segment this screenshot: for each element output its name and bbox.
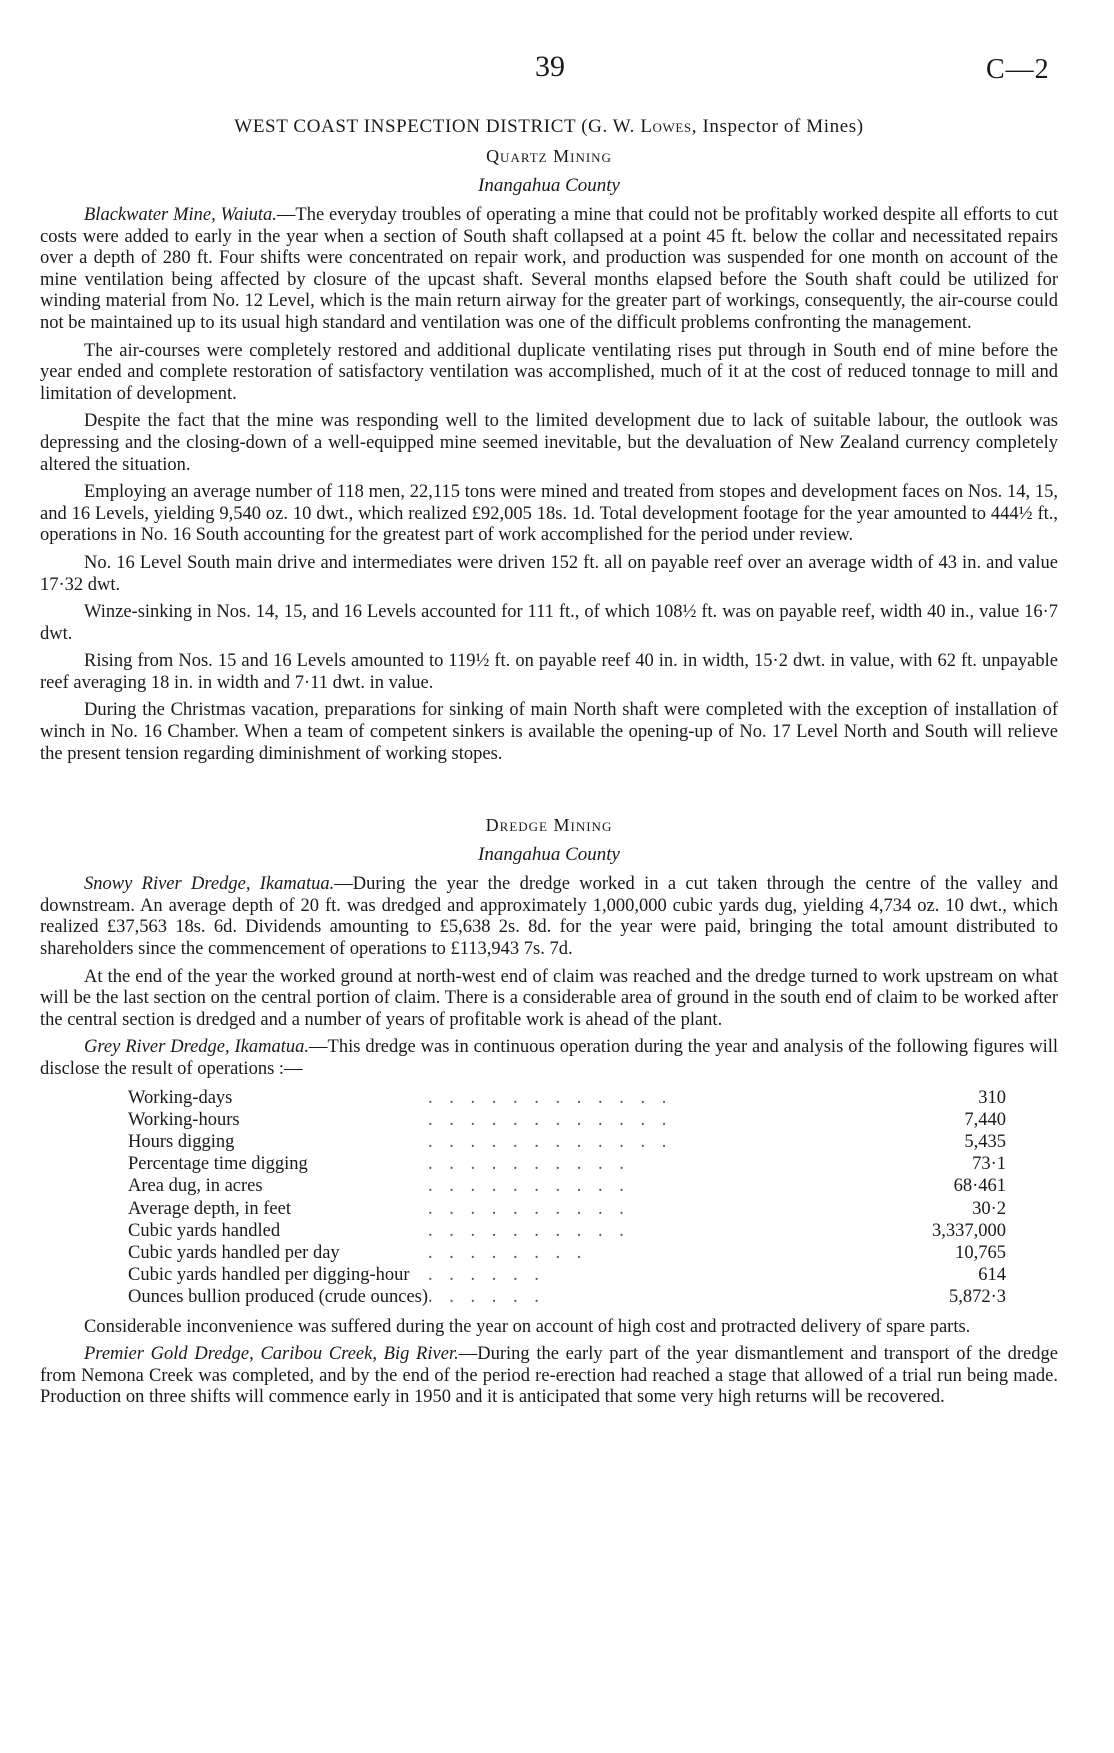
table-row [128,1153,1006,1175]
dredge-mining-heading: Dredge Mining [485,815,613,836]
page-code: C—2 [986,54,1050,85]
ops-value: 73·1 [972,1154,1007,1175]
premier-paragraph [40,1344,1058,1409]
ops-label: Hours digging [128,1132,235,1152]
ops-value: 310 [978,1087,1007,1108]
ops-leader-dots: . . . . . . . . . . [428,1154,630,1175]
ops-leader-dots: . . . . . . . . . . [428,1176,630,1197]
table-row [128,1198,1006,1220]
ops-leader-dots: . . . . . . [428,1265,545,1286]
quartz-paragraph: During the Christmas vacation, preparations for sinking of main North shaft were completed with the exception of installation of winch in No. 16 Chamber. When a team of competent sinkers is available the opening-up of No. 17 Level North and South will relieve the present tension regarding diminishment of working stopes. [40,700,1058,764]
quartz-paragraph: The air-courses were completely restored and additional duplicate ventilating rises put through in South end of mine before the year ended and complete restoration of satisfactory ventilation was accomplished, much of it at the cost of reduced tonnage to mill and limitation of development. [40,340,1058,404]
ops-label: Cubic yards handled per digging-hour [128,1265,410,1286]
ops-value: 30·2 [972,1198,1007,1219]
ops-value: 10,765 [955,1243,1007,1264]
snowy-river-lead: Snowy River Dredge, Ikamatua. [84,874,335,895]
snowy-river-text: —During the year the dredge worked in a cut taken through the centre of the valley and downstream. An average depth of 20 ft. was dredged and approximately 1,000,000 cubic yards dug, yielding 4,734 oz. 10 dwt., which realized £37,563 18s. 6d. Dividends amounting to £5,638 2s. 8d. for the year were paid, bringing the total amount distributed to shareholders since the commencement of operations to £113,943 7s. 7d. [40,874,1058,960]
table-row [128,1087,1006,1109]
blackwater-paragraph [40,205,1058,335]
ops-value: 5,435 [964,1132,1007,1152]
table-row [128,1242,1006,1264]
premier-text: —During the early part of the year dismantlement and transport of the dredge from Nemona Creek was completed, and by the end of the period re-erection had reached a stage that allowed of a trial run being made. Production on three shifts will commence early in 1950 and it is anticipated that some very high returns will be recovered. [40,1344,1058,1408]
quartz-paragraph: Rising from Nos. 15 and 16 Levels amounted to 119½ ft. on payable reef 40 in. in width, 15·2 dwt. in value, with 62 ft. unpayable reef averaging 18 in. in width and 7·11 dwt. in value. [40,651,1058,693]
ops-label: Working-hours [128,1109,240,1130]
snowy-river-paragraph [40,874,1058,960]
quartz-paragraph: Despite the fact that the mine was responding well to the limited development due to lack of suitable labour, the outlook was depressing and the closing-down of a well-equipped mine seemed inevitable, but the devaluation of New Zealand currency completely altered the situation. [40,411,1058,475]
district-heading [40,116,1058,138]
table-row [128,1220,1006,1242]
table-row [128,1175,1006,1197]
premier-lead: Premier Gold Dredge, Caribou Creek, Big River. [84,1344,459,1365]
table-row [128,1131,1006,1153]
grey-river-text: —This dredge was in continuous operation during the year and analysis of the following figures will disclose the result of operations :— [40,1037,1058,1079]
district-heading-suffix: , Inspector of Mines) [691,116,864,137]
ops-label: Cubic yards handled per day [128,1243,340,1264]
page-content [40,116,1058,1415]
snowy-river-followup: At the end of the year the worked ground at north-west end of claim was reached and the dredge turned to work upstream on what will be the last section on the central portion of claim. There is a considerable area of ground in the south end of claim to be worked after the central section is dredged and a number of years of profitable work is ahead of the plant. [40,966,1058,1030]
inspector-name: Lowes [640,116,692,137]
ops-leader-dots: . . . . . . . . . . [428,1220,630,1241]
grey-river-paragraph [40,1037,1058,1080]
section-gap [40,771,1058,813]
ops-leader-dots: . . . . . . . . . . [428,1198,630,1219]
blackwater-lead: Blackwater Mine, Waiuta. [84,205,277,225]
quartz-paragraph: No. 16 Level South main drive and intermediates were driven 152 ft. all on payable reef over an average width of 43 in. and value 17·32 dwt. [40,552,1058,595]
ops-value: 7,440 [964,1109,1007,1130]
table-row [128,1286,1006,1308]
ops-label: Working-days [128,1087,233,1108]
table-row [128,1264,1006,1286]
ops-label: Ounces bullion produced (crude ounces) [128,1287,429,1308]
ops-value: 68·461 [953,1176,1007,1197]
blackwater-text: —The everyday troubles of operating a mine that could not be profitably worked despite all efforts to cut costs were added to early in the year when a section of South shaft collapsed at a point 45 ft. below the collar and necessitated repairs over a depth of 280 ft. Four shifts were concentrated on repair work, and production was suspended for one month on account of the mine ventilation being affected by closure of the upcast shaft. Several months elapsed before the South shaft could be utilized for winding material from No. 12 Level, which is the main return airway for the greater part of workings, consequently, the air-course could not be maintained up to its usual high standard and ventilation was one of the difficult problems confronting the management. [40,205,1059,333]
ops-leader-dots: . . . . . . . . [428,1243,588,1264]
table-row [128,1109,1006,1131]
ops-label: Cubic yards handled [128,1220,281,1241]
ops-label: Average depth, in feet [128,1198,291,1219]
ops-leader-dots: . . . . . . . . . . . . [428,1109,673,1130]
ops-leader-dots: . . . . . . . . . . . . [428,1132,673,1152]
dredge-county-heading: Inangahua County [478,844,620,866]
operations-table [128,1087,1006,1309]
ops-value: 3,337,000 [932,1220,1007,1241]
quartz-paragraph: Winze-sinking in Nos. 14, 15, and 16 Levels accounted for 111 ft., of which 108½ ft. was on payable reef, width 40 in., value 16·7 dwt. [40,602,1058,644]
quartz-mining-heading: Quartz Mining [486,146,612,166]
page-number: 39 [535,50,565,83]
grey-river-lead: Grey River Dredge, Ikamatua. [84,1037,310,1058]
ops-value: 614 [978,1265,1007,1286]
grey-river-followup: Considerable inconvenience was suffered during the year on account of high cost and protracted delivery of spare parts. [84,1316,971,1337]
ops-label: Area dug, in acres [128,1176,263,1197]
ops-label: Percentage time digging [128,1154,308,1175]
quartz-county-heading: Inangahua County [478,175,620,196]
ops-leader-dots: . . . . . . . . . . . . [428,1087,673,1108]
ops-value: 5,872·3 [948,1287,1007,1308]
district-heading-prefix: WEST COAST INSPECTION DISTRICT (G. W. [234,116,641,137]
quartz-paragraph: Employing an average number of 118 men, 22,115 tons were mined and treated from stopes and development faces on Nos. 14, 15, and 16 Levels, yielding 9,540 oz. 10 dwt., which realized £92,005 18s. 1d. Total development footage for the year amounted to 444½ ft., operations in No. 16 South accounting for the greatest part of work accomplished for the period under review. [40,482,1058,546]
ops-leader-dots: . . . . . . [428,1287,545,1308]
